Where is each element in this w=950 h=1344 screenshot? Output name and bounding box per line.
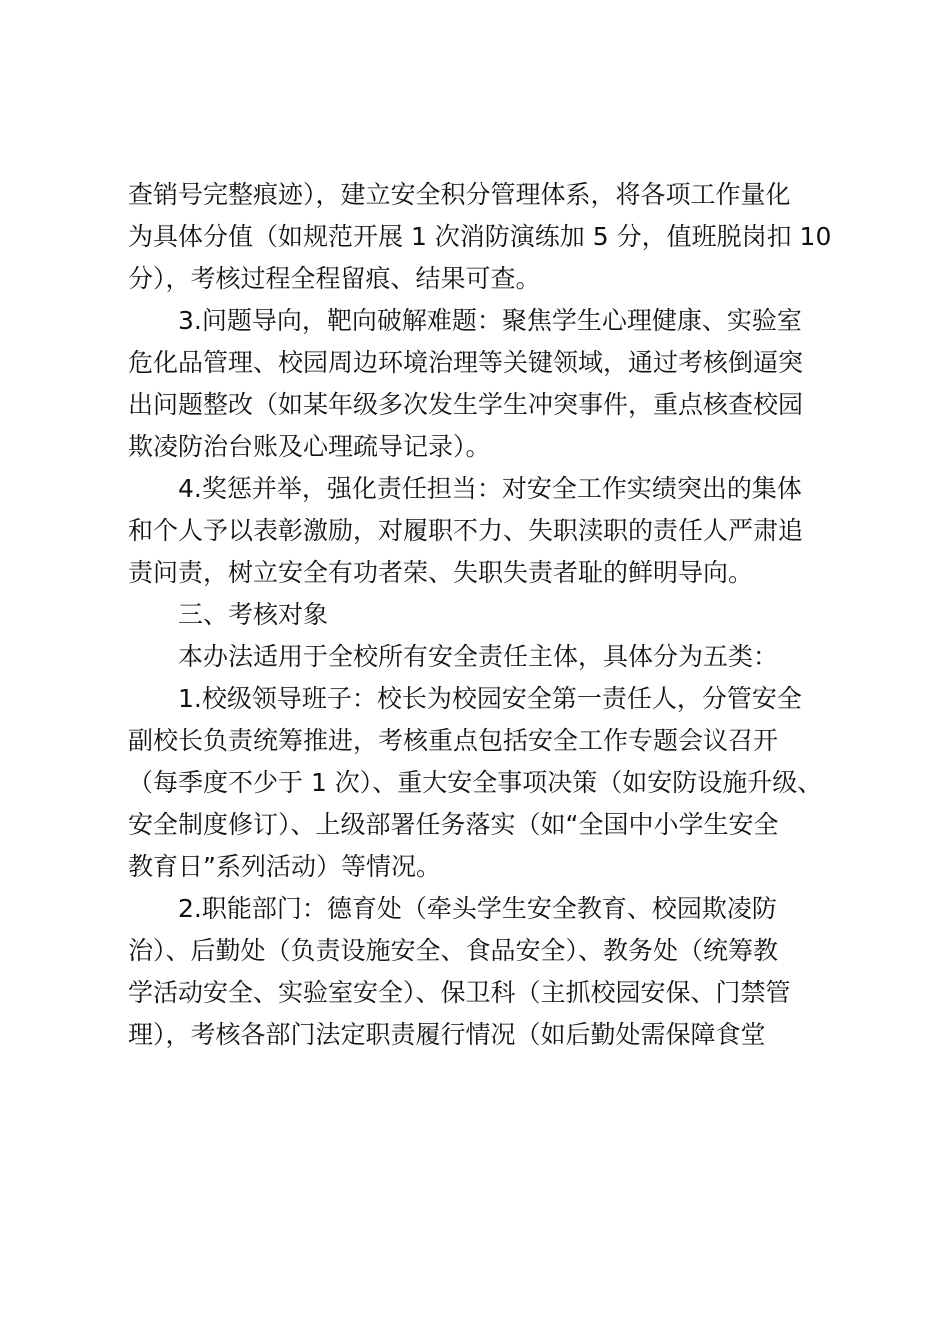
text-line: 安全制度修订）、上级部署任务落实（如“全国中小学生安全	[128, 810, 779, 839]
text-line: 查销号完整痕迹），建立安全积分管理体系，将各项工作量化	[128, 180, 791, 209]
text-line: 2.职能部门：德育处（牵头学生安全教育、校园欺凌防	[178, 894, 777, 923]
paragraph-scope	[128, 636, 828, 678]
text-line: 出问题整改（如某年级多次发生学生冲突事件，重点核查校园	[128, 390, 804, 419]
text-line: 欺凌防治台账及心理疏导记录）。	[128, 432, 491, 461]
text-line: 学活动安全、实验室安全）、保卫科（主抓校园安保、门禁管	[128, 978, 791, 1007]
paragraph-functional-departments	[128, 888, 828, 1056]
text-line: 教育日”系列活动）等情况。	[128, 852, 441, 881]
section-heading	[128, 594, 828, 636]
text-line: 治）、后勤处（负责设施安全、食品安全）、教务处（统筹教	[128, 936, 779, 965]
paragraph-problem-oriented	[128, 300, 828, 468]
text-line: 副校长负责统筹推进，考核重点包括安全工作专题会议召开	[128, 726, 779, 755]
text-line: 理），考核各部门法定职责履行情况（如后勤处需保障食堂	[128, 1020, 766, 1049]
text-line: （每季度不少于 1 次）、重大安全事项决策（如安防设施升级、	[128, 768, 823, 797]
text-line: 和个人予以表彰激励，对履职不力、失职渎职的责任人严肃追	[128, 516, 804, 545]
section-heading-text: 三、考核对象	[178, 600, 329, 629]
text-line: 危化品管理、校园周边环境治理等关键领域，通过考核倒逼突	[128, 348, 804, 377]
paragraph-continuation	[128, 174, 832, 300]
text-line: 为具体分值（如规范开展 1 次消防演练加 5 分，值班脱岗扣 10	[128, 222, 832, 251]
text-line: 1.校级领导班子：校长为校园安全第一责任人，分管安全	[178, 684, 802, 713]
text-line: 分），考核过程全程留痕、结果可查。	[128, 264, 541, 293]
text-line: 本办法适用于全校所有安全责任主体，具体分为五类：	[178, 642, 779, 671]
paragraph-rewards-penalties	[128, 468, 828, 594]
document-body	[128, 174, 832, 1056]
text-line: 责问责，树立安全有功者荣、失职失责者耻的鲜明导向。	[128, 558, 754, 587]
text-line: 4.奖惩并举，强化责任担当：对安全工作实绩突出的集体	[178, 474, 802, 503]
paragraph-school-leadership	[128, 678, 828, 888]
text-line: 3.问题导向，靶向破解难题：聚焦学生心理健康、实验室	[178, 306, 802, 335]
